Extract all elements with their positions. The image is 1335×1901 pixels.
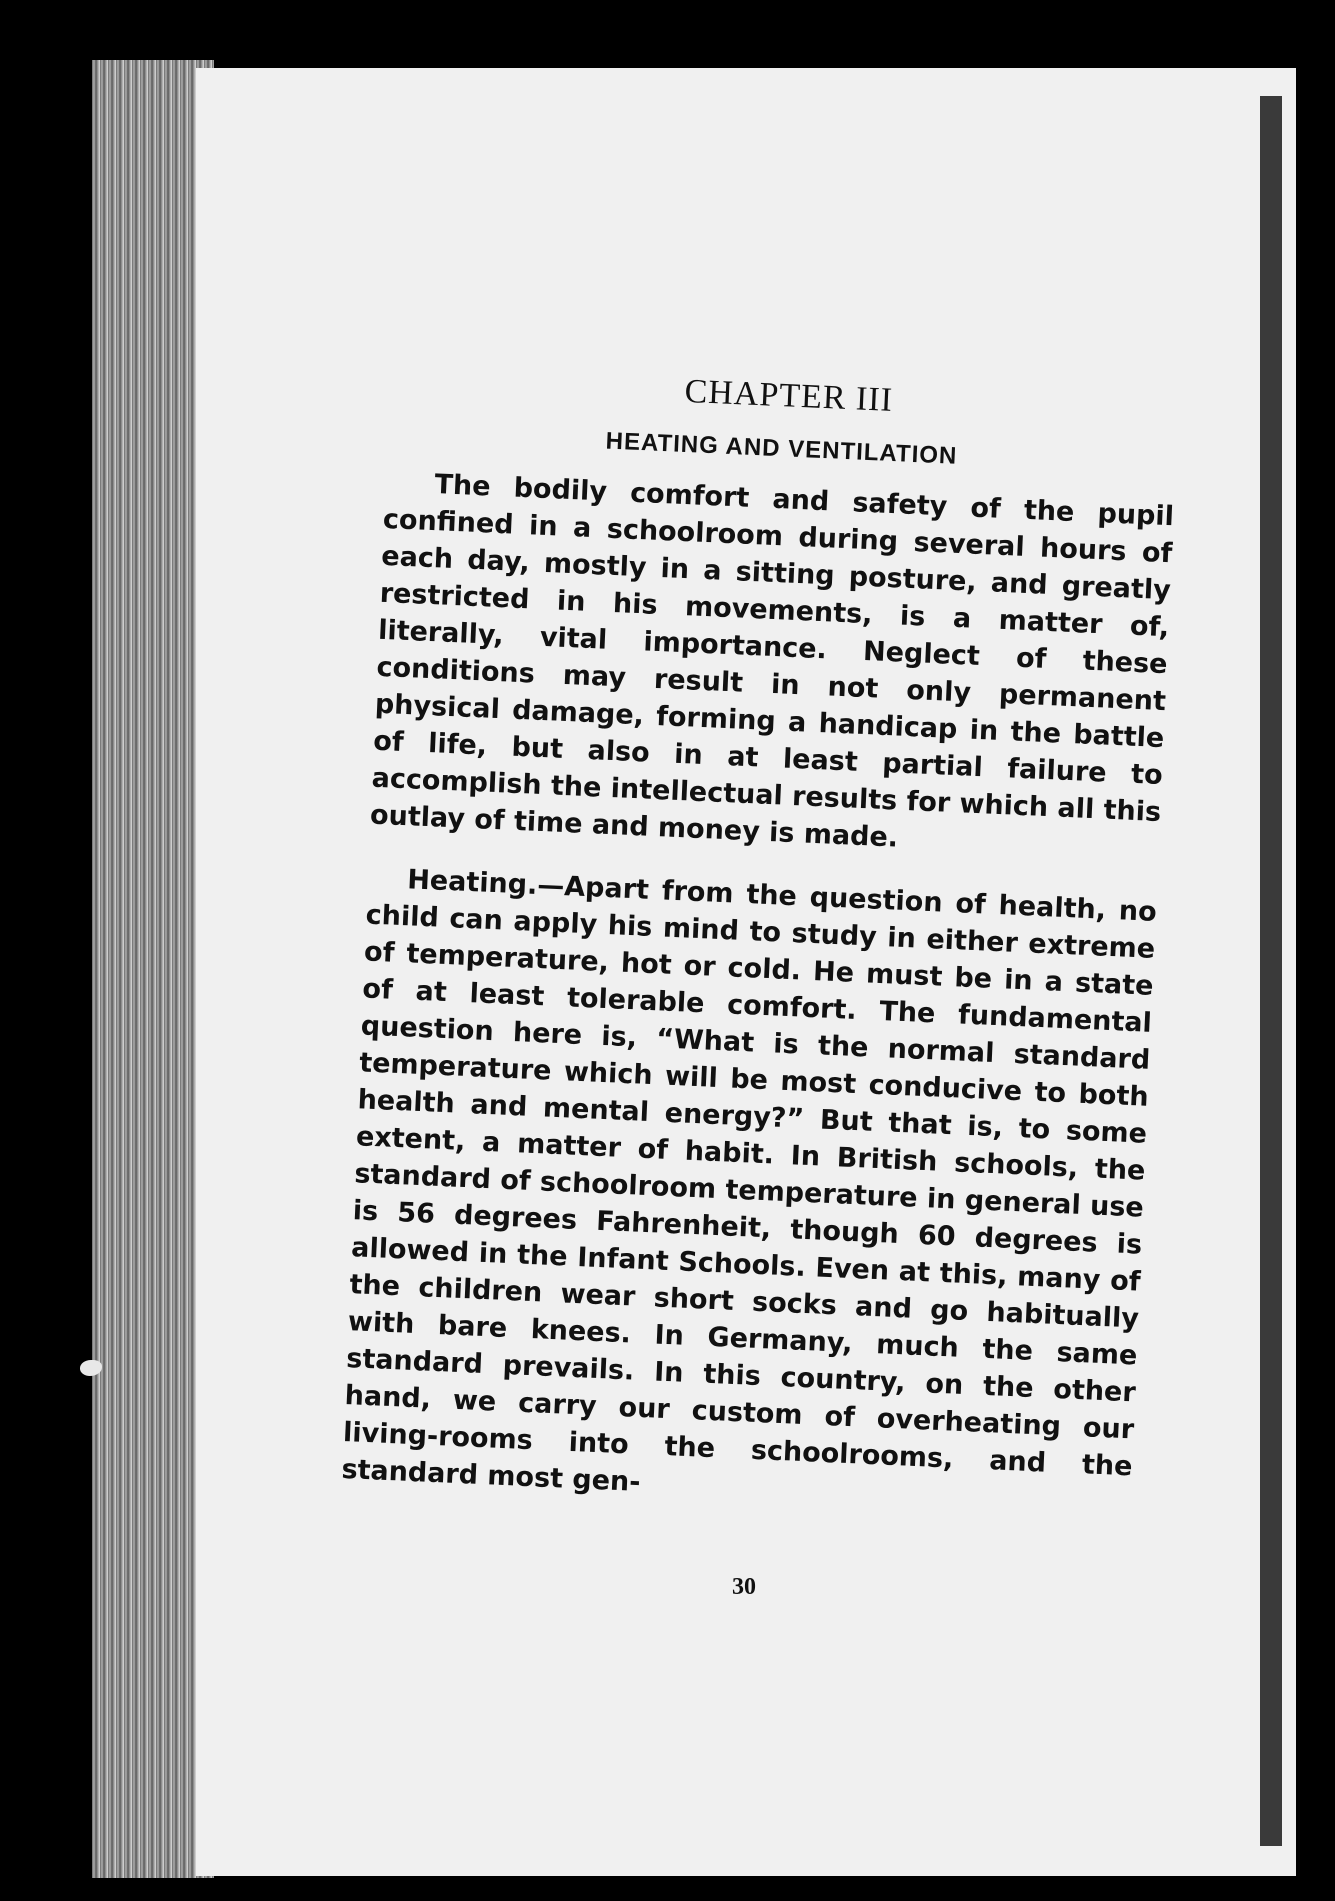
chapter-title: CHAPTER III: [683, 372, 894, 419]
heating-paragraph-body: —Apart from the question of health, no child can apply his mind to study in either extreme of temperature, hot or cold. He must be in a state of at least tolerable comfort. The fundamental question here is, “What is the normal standard temperature which will be most conducive to both health and mental energy?” But that is, to some extent, a matter of habit. In British schools, the standard of schoolroom temperature in general use is 56 degrees Fahrenheit, though 60 degrees is allowed in the Infant Schools. Even at this, many of the children wear short socks and go habitually with bare knees. In Germany, much the same standard prevails. In this country, on the other hand, we carry our custom of overheating our living-rooms into the schoolrooms, and the standard most gen-: [340, 869, 1158, 1498]
heating-run-in-heading: Heating.: [406, 864, 539, 901]
heating-paragraph: [341, 860, 1158, 1523]
page-gutter-shadow: [1260, 96, 1282, 1846]
page-number: 30: [732, 1574, 756, 1600]
page-text-block: [341, 360, 1179, 1522]
section-title: HEATING AND VENTILATION: [605, 427, 958, 470]
intro-paragraph: The bodily comfort and safety of the pupil confined in a schoolroom during several hours of each day, mostly in a sitting posture, and greatly restricted in his movements, is a matter of, literally, vital importance. Neglect of these conditions may result in not only permanent physical damage, forming a handicap in the battle of life, but also in at least partial failure to accomplish the intellectual results for which all this outlay of time and money is made.: [369, 469, 1175, 854]
